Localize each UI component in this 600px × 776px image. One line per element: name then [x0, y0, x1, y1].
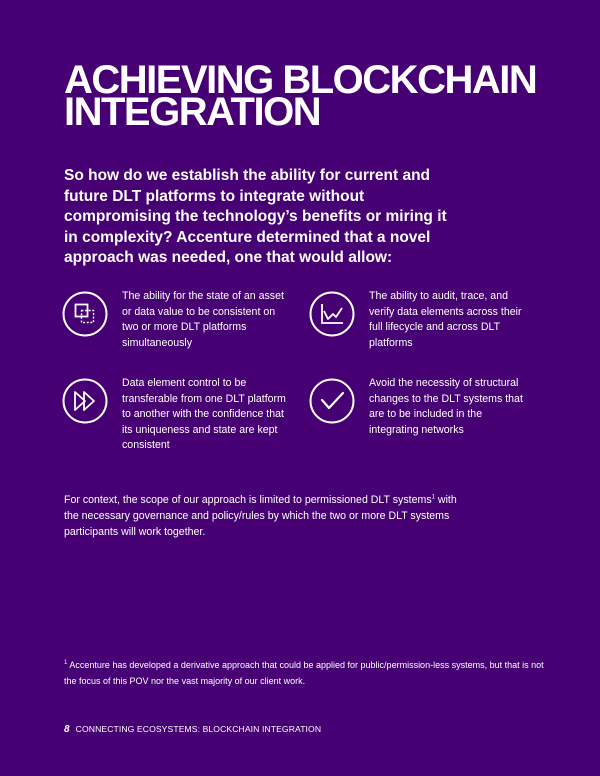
title-line-2: INTEGRATION	[64, 90, 321, 134]
page-footer	[64, 724, 321, 735]
feature-text: Avoid the necessity of structural changes to the DLT systems that are to be included in the integrating networks	[369, 377, 523, 436]
feature-item-audit-trace	[309, 289, 529, 351]
feature-item-no-structural-changes	[309, 376, 529, 438]
footer-label: CONNECTING ECOSYSTEMS: BLOCKCHAIN INTEGRATION	[75, 724, 322, 734]
feature-item-transferable-control	[62, 376, 292, 454]
context-paragraph	[64, 492, 464, 540]
page-number: 8	[64, 724, 70, 735]
overlapping-squares-icon	[62, 291, 108, 337]
title-line-1: ACHIEVING BLOCKCHAIN	[64, 58, 537, 102]
feature-text: The ability to audit, trace, and verify data elements across their full lifecycle and across DLT platforms	[369, 290, 522, 349]
footnote	[64, 657, 544, 689]
fast-forward-icon	[62, 378, 108, 424]
feature-item-consistent-state	[62, 289, 292, 351]
feature-text: Data element control to be transferable from one DLT platform to another with the confidence that its uniqueness and state are kept consistent	[122, 377, 286, 451]
page-title	[64, 58, 564, 134]
context-text-start: For context, the scope of our approach is limited to permissioned DLT systems	[64, 494, 432, 506]
footnote-reference: 1	[431, 494, 435, 501]
context-text-end: with the necessary governance and policy/rules by which the two or more DLT systems participants will work together.	[64, 494, 457, 538]
checkmark-icon	[309, 378, 355, 424]
line-chart-icon	[309, 291, 355, 337]
intro-paragraph: So how do we establish the ability for current and future DLT platforms to integrate without compromising the technology’s benefits or miring it in complexity? Accenture determined that a novel approach was needed, one that would allow:	[64, 167, 447, 266]
footnote-marker: 1	[64, 660, 68, 666]
footnote-text: Accenture has developed a derivative approach that could be applied for public/permission-less systems, but that is not the focus of this POV nor the vast majority of our client work.	[64, 660, 544, 686]
feature-text: The ability for the state of an asset or data value to be consistent on two or more DLT platforms simultaneously	[122, 290, 284, 349]
